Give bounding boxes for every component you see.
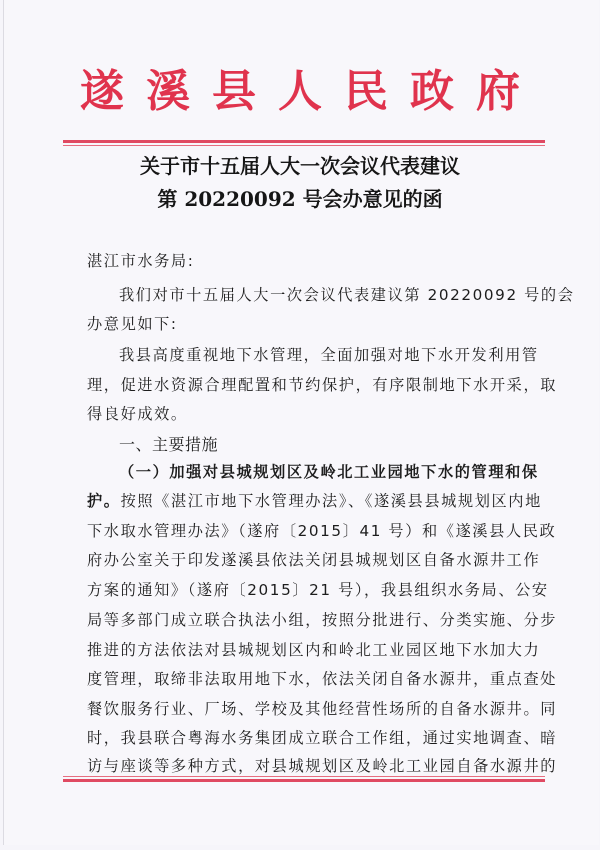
document-title-line-2: 第 20220092 号会办意见的函 [157, 187, 443, 211]
document-title-line-1: 关于市十五届人大一次会议代表建议 [140, 154, 460, 178]
subsection-heading: （一）加强对县城规划区及岭北工业园地下水的管理和保 [119, 463, 539, 481]
masthead-red-rule [63, 140, 545, 146]
body-line: 时，我县联合粤海水务集团成立联合工作组，通过实地调查、暗 [87, 729, 558, 747]
body-line: 我们对市十五届人大一次会议代表建议第 20220092 号的会 [119, 286, 575, 304]
body-line: 局等多部门成立联合执法小组，按照分批进行、分类实施、分步 [87, 611, 558, 629]
issuer-masthead: 遂溪县人民政府 [80, 66, 542, 117]
rule-thin-line [63, 145, 545, 146]
footer-red-rule [63, 776, 545, 782]
body-line: 得良好成效。 [87, 405, 188, 423]
body-line: 按照《湛江市地下水管理办法》、《遂溪县县城规划区内地 [120, 492, 542, 510]
body-line: 推进的方法依法对县城规划区内和岭北工业园区地下水加大力 [87, 641, 541, 659]
recipient-line: 湛江市水务局: [87, 252, 195, 270]
body-line: 府办公室关于印发遂溪县依法关闭县城规划区自备水源井工作 [87, 551, 541, 569]
body-line: 方案的通知》（遂府〔2015〕21 号），我县组织水务局、公安 [87, 581, 549, 599]
subsection-heading-tail: 护。 [87, 492, 121, 510]
body-line: 我县高度重视地下水管理，全面加强对地下水开发利用管 [119, 346, 539, 364]
body-line: 餐饮服务行业、厂场、学校及其他经营性场所的自备水源井。同 [87, 700, 558, 718]
body-line: 下水取水管理办法》（遂府〔2015〕41 号）和《遂溪县人民政 [87, 522, 557, 540]
body-line-composite [87, 490, 542, 511]
body-line: 度管理，取缔非法取用地下水，依法关闭自备水源井，重点查处 [87, 670, 558, 688]
body-line: 办意见如下: [87, 315, 178, 333]
body-line: 理，促进水资源合理配置和节约保护，有序限制地下水开采，取 [87, 376, 558, 394]
body-line: 访与座谈等多种方式，对县城规划区及岭北工业园自备水源井的 [87, 757, 558, 775]
section-heading: 一、主要措施 [119, 435, 219, 454]
rule-thick-line [63, 779, 545, 782]
